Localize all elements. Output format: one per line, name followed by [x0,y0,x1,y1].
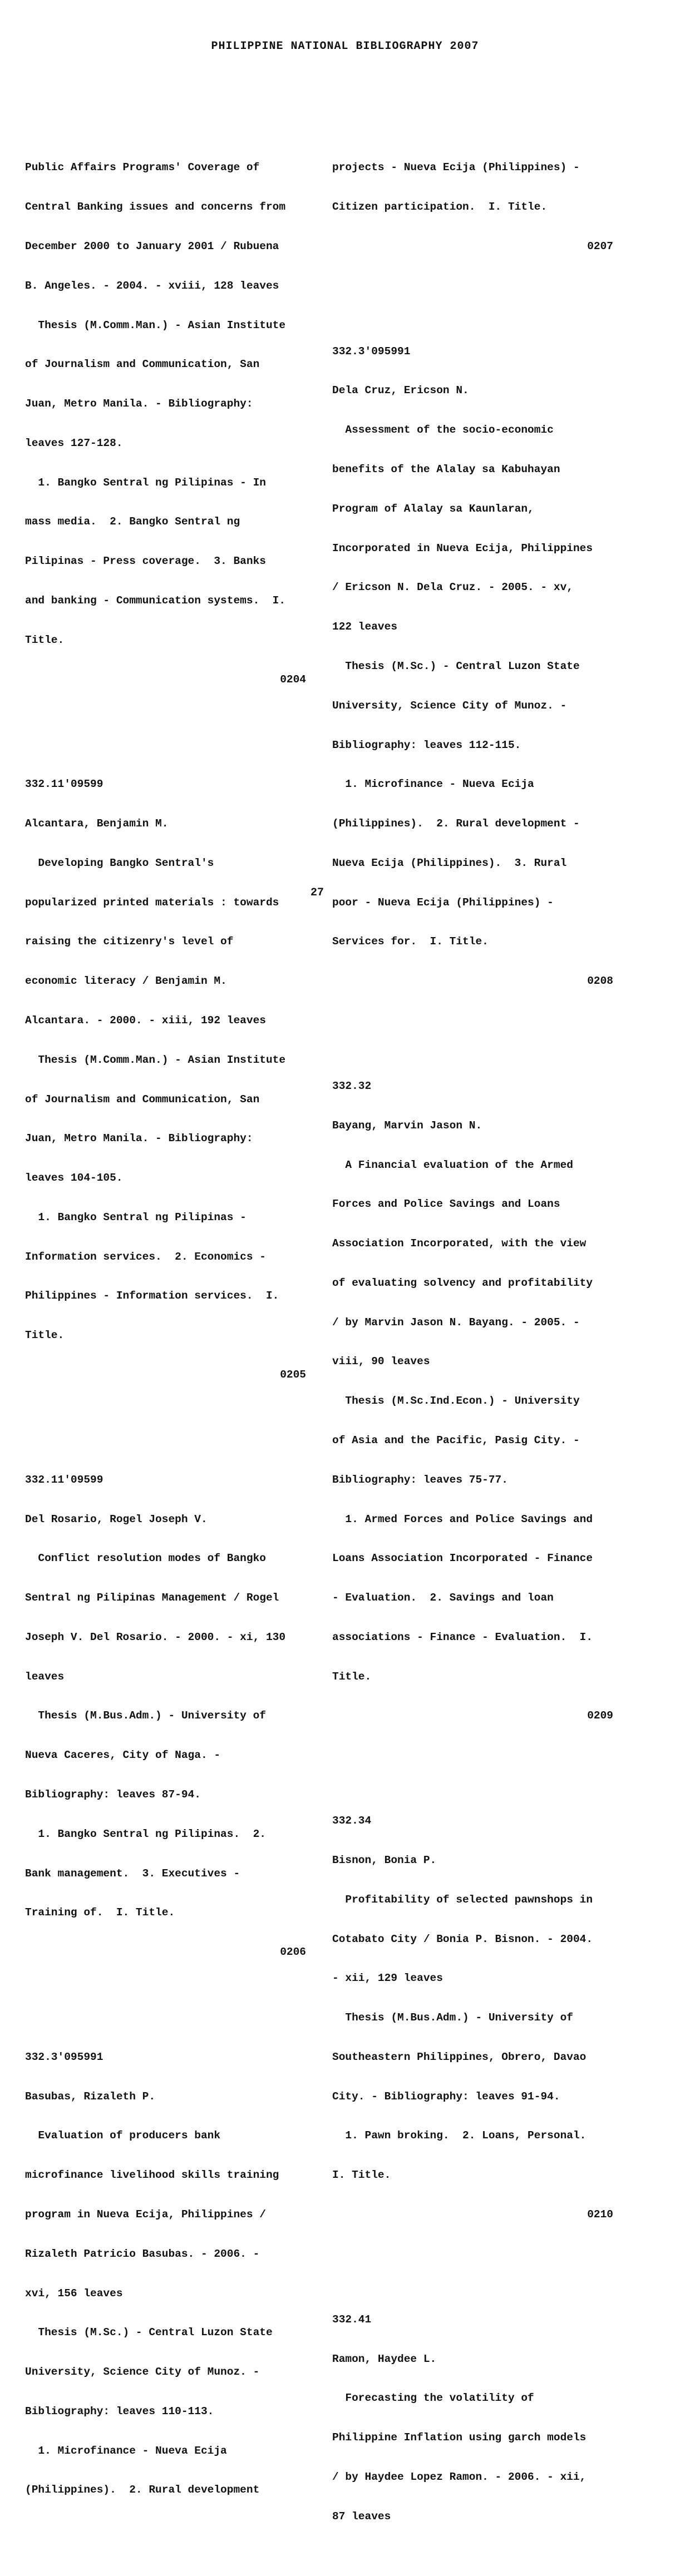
right-column [332,109,613,2576]
bib-entry-0209 [332,1054,613,1749]
entry-line: Thesis (M.Comm.Man.) - Asian Institute [25,319,286,331]
entry-line: Bisnon, Bonia P. [332,1854,437,1866]
entry-line: Conflict resolution modes of Bangko [25,1552,266,1565]
entry-line: Central Banking issues and concerns from [25,201,286,214]
entry-line: program in Nueva Ecija, Philippines / [25,2208,266,2221]
entry-line: and banking - Communication systems. I. [25,594,286,607]
entry-line: City. - Bibliography: leaves 91-94. [332,2090,560,2103]
entry-line: - Evaluation. 2. Savings and loan [332,1592,554,1604]
entry-line: Alcantara. - 2000. - xiii, 192 leaves [25,1014,266,1027]
entry-line: 1. Pawn broking. 2. Loans, Personal. [332,2129,586,2142]
entry-line: Juan, Metro Manila. - Bibliography: [25,398,253,410]
entry-number: 0209 [587,1710,613,1722]
entry-line: 1. Bangko Sentral ng Pilipinas - [25,1211,247,1223]
entry-line: Incorporated in Nueva Ecija, Philippines [332,542,593,554]
entry-line: leaves 104-105. [25,1172,123,1185]
entry-line: popularized printed materials : towards [25,896,279,909]
entry-line: Evaluation of producers bank [25,2129,221,2142]
entry-line: University, Science City of Munoz. - [25,2366,260,2379]
entry-line: of Journalism and Communication, San [25,1093,260,1106]
entry-line: Dela Cruz, Ericson N. [332,384,469,397]
entry-line: Title. [25,633,65,646]
entry-number: 0206 [280,1946,306,1959]
entry-line: I. Title. [332,2169,391,2182]
entry-line: Title. [332,1670,372,1683]
entry-line: - xii, 129 leaves [332,1972,443,1985]
entry-number: 0208 [587,975,613,988]
entry-line: xvi, 156 leaves [25,2287,123,2300]
entry-line: raising the citizenry's level of [25,935,234,948]
bib-entry-0211-start [332,2287,613,2550]
entry-line: Bibliography: leaves 75-77. [332,1473,508,1486]
bib-entry-0204 [25,135,306,712]
entry-line: Thesis (M.Bus.Adm.) - University of [25,1710,266,1722]
bib-entry-0206 [25,1448,306,1985]
entry-line: Thesis (M.Bus.Adm.) - University of [332,2012,573,2024]
entry-line: microfinance livelihood skills training [25,2169,279,2182]
entry-line: Sentral ng Pilipinas Management / Rogel [25,1592,279,1604]
bib-entry-0210 [332,1789,613,2248]
entry-line: Nueva Ecija (Philippines). 3. Rural [332,856,567,869]
entry-line: Basubas, Rizaleth P. [25,2090,156,2103]
entry-line: poor - Nueva Ecija (Philippines) - [332,896,554,909]
entry-line: / by Marvin Jason N. Bayang. - 2005. - [332,1316,580,1329]
entry-line: Bibliography: leaves 87-94. [25,1789,201,1801]
entry-line: leaves 127-128. [25,437,123,449]
entry-line: Title. [25,1329,65,1342]
entry-line: Developing Bangko Sentral's [25,856,214,869]
bib-entry-0205 [25,752,306,1408]
bib-entry-0208 [332,319,613,1014]
entry-line: (Philippines). 2. Rural development - [332,818,580,830]
entry-line: Thesis (M.Sc.) - Central Luzon State [25,2326,273,2339]
entry-line: Pilipinas - Press coverage. 3. Banks [25,555,266,568]
entry-line: Bibliography: leaves 110-113. [25,2405,214,2418]
entry-line: economic literacy / Benjamin M. [25,975,227,988]
entry-line: Forecasting the volatility of [332,2392,534,2405]
entry-line: B. Angeles. - 2004. - xviii, 128 leaves [25,279,279,292]
entry-line: leaves [25,1670,65,1683]
entry-line: Forces and Police Savings and Loans [332,1198,560,1211]
entry-number: 0210 [587,2208,613,2221]
entry-line: 1. Microfinance - Nueva Ecija [332,778,534,791]
entry-line: 1. Armed Forces and Police Savings and [332,1513,593,1525]
entry-line: 332.3'095991 [332,345,411,358]
entry-line: University, Science City of Munoz. - [332,699,567,712]
entry-line: Bank management. 3. Executives - [25,1867,240,1880]
entry-line: Thesis (M.Sc.Ind.Econ.) - University [332,1395,580,1408]
entry-number: 0204 [280,673,306,686]
entry-line: A Financial evaluation of the Armed [332,1158,573,1171]
bib-entry-0207-start [25,2025,306,2524]
entry-line: 332.34 [332,1815,372,1827]
entry-line: Profitability of selected pawnshops in [332,1893,593,1906]
entry-line: December 2000 to January 2001 / Rubuena [25,240,279,252]
entry-line: 332.32 [332,1079,372,1092]
entry-line: Bibliography: leaves 112-115. [332,739,521,751]
entry-line: Association Incorporated, with the view [332,1237,586,1250]
entry-line: (Philippines). 2. Rural development [25,2484,260,2496]
entry-line: 332.41 [332,2313,372,2326]
entry-line: 332.3'095991 [25,2050,103,2063]
entry-line: 332.11'09599 [25,778,103,791]
entry-line: / Ericson N. Dela Cruz. - 2005. - xv, [332,581,573,594]
left-column [25,109,306,2549]
entry-line: Southeastern Philippines, Obrero, Davao [332,2050,586,2063]
entry-line: Alcantara, Benjamin M. [25,818,169,830]
entry-line: Rizaleth Patricio Basubas. - 2006. - [25,2247,260,2260]
entry-line: 1. Bangko Sentral ng Pilipinas - In [25,476,266,489]
entry-line: of evaluating solvency and profitability [332,1276,593,1289]
entry-line: Joseph V. Del Rosario. - 2000. - xi, 130 [25,1631,286,1643]
bib-entry-0207-end [332,135,613,280]
page-number: 27 [310,886,324,899]
entry-number: 0207 [587,240,613,252]
entry-line: viii, 90 leaves [332,1355,430,1368]
entry-line: 87 leaves [332,2510,391,2523]
entry-line: Information services. 2. Economics - [25,1250,266,1263]
entry-line: Juan, Metro Manila. - Bibliography: [25,1132,253,1145]
entry-line: mass media. 2. Bangko Sentral ng [25,516,240,528]
entry-line: 122 leaves [332,621,398,633]
entry-line: Public Affairs Programs' Coverage of [25,161,260,174]
entry-line: Philippines - Information services. I. [25,1290,279,1302]
entry-line: Ramon, Haydee L. [332,2352,437,2365]
entry-line: Bayang, Marvin Jason N. [332,1119,482,1132]
entry-number: 0205 [280,1369,306,1381]
entry-line: benefits of the Alalay sa Kabuhayan [332,463,560,476]
entry-line: Nueva Caceres, City of Naga. - [25,1749,221,1762]
page-header: PHILIPPINE NATIONAL BIBLIOGRAPHY 2007 [211,40,479,53]
entry-line: Assessment of the socio-economic [332,424,554,437]
entry-line: 1. Microfinance - Nueva Ecija [25,2444,227,2457]
entry-line: Thesis (M.Sc.) - Central Luzon State [332,660,580,672]
entry-line: Thesis (M.Comm.Man.) - Asian Institute [25,1053,286,1066]
entry-line: of Asia and the Pacific, Pasig City. - [332,1434,580,1446]
entry-line: Services for. I. Title. [332,935,489,948]
entry-line: Program of Alalay sa Kaunlaran, [332,502,534,515]
entry-line: of Journalism and Communication, San [25,358,260,371]
entry-line: / by Haydee Lopez Ramon. - 2006. - xii, [332,2470,586,2483]
entry-line: projects - Nueva Ecija (Philippines) - [332,161,580,174]
entry-line: Cotabato City / Bonia P. Bisnon. - 2004. [332,1933,593,1945]
entry-line: Training of. I. Title. [25,1906,175,1919]
entry-line: Loans Association Incorporated - Finance [332,1552,593,1565]
entry-line: 332.11'09599 [25,1473,103,1486]
entry-line: associations - Finance - Evaluation. I. [332,1631,593,1643]
entry-line: 1. Bangko Sentral ng Pilipinas. 2. [25,1827,266,1840]
entry-line: Citizen participation. I. Title. [332,201,548,214]
entry-line: Del Rosario, Rogel Joseph V. [25,1513,208,1525]
entry-line: Philippine Inflation using garch models [332,2431,586,2444]
